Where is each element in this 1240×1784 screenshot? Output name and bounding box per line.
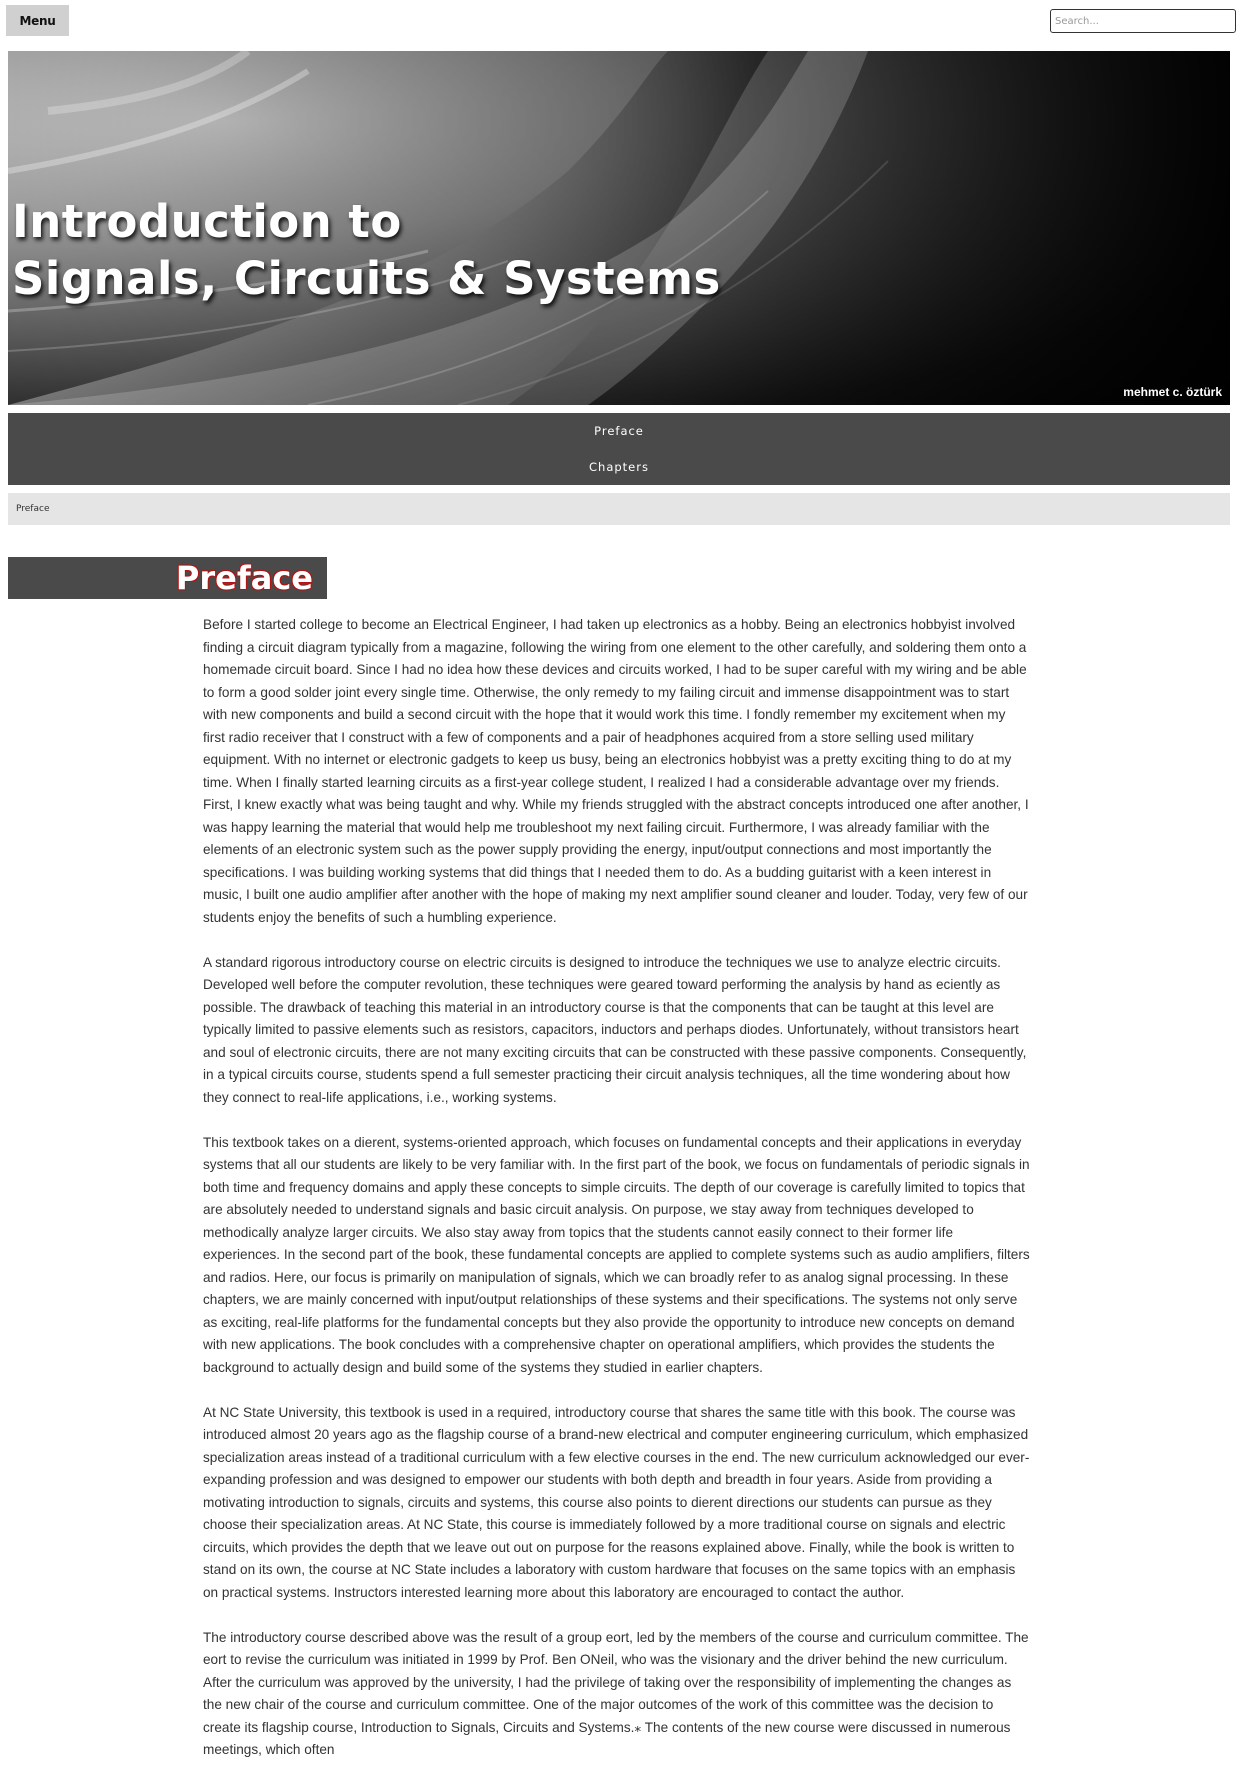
- top-bar: [0, 0, 1240, 50]
- breadcrumb-current[interactable]: Preface: [16, 504, 50, 514]
- menu-button[interactable]: Menu: [6, 5, 69, 36]
- author-name: mehmet c. öztürk: [1123, 385, 1222, 399]
- main-navigation: [8, 413, 1230, 485]
- site-title: [12, 193, 721, 307]
- site-title-line-2: Signals, Circuits & Systems: [12, 252, 721, 305]
- breadcrumb: [8, 493, 1230, 525]
- page-title: Preface: [175, 559, 313, 597]
- search-input[interactable]: [1050, 9, 1236, 33]
- hero-banner: [8, 51, 1230, 405]
- paragraph: Before I started college to become an Electrical Engineer, I had taken up electronics as a hobby. Being an electronics hobbyist involved finding a circuit diagram typically from a magazine, following the wiring from one element to the other carefully, and soldering them onto a homemade circuit board. Since I had no idea how these devices and circuits worked, I had to be super careful with my wiring and be able to form a good solder joint every single time. Otherwise, the only remedy to my failing circuit and immense disappointment was to start with new components and build a second circuit with the hope that it would work this time. I fondly remember my excitement when my first radio receiver that I construct with a few of components and a pair of headphones acquired from a store selling used military equipment. With no internet or electronic gadgets to keep us busy, being an electronics hobbyist was a pretty exciting thing to do at my time. When I finally started learning circuits as a first-year college student, I realized I had a considerable advantage over my friends. First, I knew exactly what was being taught and why. While my friends struggled with the abstract concepts introduced one after another, I was happy learning the material that would help me troubleshoot my next failing circuit. Furthermore, I was already familiar with the elements of an electronic system such as the power supply providing the energy, input/output connections and most importantly the specifications. I was building working systems that did things that I needed them to do. As a budding guitarist with a keen interest in music, I built one audio amplifier after another with the hope of making my next amplifier sound cleaner and louder. Today, very few of our students enjoy the benefits of such a humbling experience.: [203, 617, 1029, 925]
- paragraph: This textbook takes on a dierent, systems-oriented approach, which focuses on fundamental concepts and their applications in everyday systems that all our students are likely to be very familiar with. In the first part of the book, we focus on fundamentals of periodic signals in both time and frequency domains and apply these concepts to simple circuits. The depth of our coverage is carefully limited to topics that are absolutely needed to understand signals and basic circuit analysis. On purpose, we stay away from techniques developed to methodically analyze larger circuits. We also stay away from topics that the students cannot easily connect to their former life experiences. In the second part of the book, these fundamental concepts are applied to complete systems such as audio amplifiers, filters and radios. Here, our focus is primarily on manipulation of signals, which we can broadly refer to as analog signal processing. In these chapters, we are mainly concerned with input/output relationships of these systems and their specifications. The systems not only serve as exciting, real-life platforms for the fundamental concepts but they also provide the opportunity to introduce new concepts on demand with new applications. The book concludes with a comprehensive chapter on operational amplifiers, which provides the students the background to actually design and build some of the systems they studied in earlier chapters.: [203, 1134, 1030, 1375]
- section-header: [8, 557, 327, 599]
- nav-item-chapters[interactable]: Chapters: [8, 449, 1230, 485]
- paragraph: The introductory course described above was the result of a group eort, led by the members of the course and curriculum committee. The eort to revise the curriculum was initiated in 1999 by Prof. Ben ONeil, who was the visionary and the driver behind the new curriculum. After the curriculum was approved by the university, I had the privilege of taking over the responsibility of implementing the changes as the new chair of the course and curriculum committee. One of the major outcomes of the work of this committee was the decision to create its flagship course, Introduction to Signals, Circuits and Systems.⁎ The contents of the new course were discussed in numerous meetings, which often: [203, 1629, 1029, 1757]
- paragraph: A standard rigorous introductory course on electric circuits is designed to introduce the techniques we use to analyze electric circuits. Developed well before the computer revolution, these techniques were geared toward performing the analysis by hand as eciently as possible. The drawback of teaching this material in an introductory course is that the components that can be taught at this level are typically limited to passive elements such as resistors, capacitors, inductors and perhaps diodes. Unfortunately, without transistors heart and soul of electronic circuits, there are not many exciting circuits that can be constructed with these passive components. Consequently, in a typical circuits course, students spend a full semester practicing their circuit analysis techniques, all the time wondering about how they connect to real-life applications, i.e., working systems.: [203, 954, 1027, 1105]
- paragraph: At NC State University, this textbook is used in a required, introductory course that shares the same title with this book. The course was introduced almost 20 years ago as the flagship course of a brand-new electrical and computer engineering curriculum, which emphasized specialization areas instead of a traditional curriculum with a few elective courses in the end. The new curriculum acknowledged our ever-expanding profession and was designed to empower our students with both depth and breadth in four years. Aside from providing a motivating introduction to signals, circuits and systems, this course also points to dierent directions our students can pursue as they choose their specialization areas. At NC State, this course is immediately followed by a more traditional course on signals and electric circuits, which provides the depth that we leave out out on purpose for the reasons explained above. Finally, while the book is written to stand on its own, the course at NC State includes a laboratory with custom hardware that focuses on the same topics with an emphasis on practical systems. Instructors interested learning more about this laboratory are encouraged to contact the author.: [203, 1404, 1030, 1600]
- nav-item-preface[interactable]: Preface: [8, 413, 1230, 449]
- site-title-line-1: Introduction to: [12, 195, 402, 248]
- preface-content: [203, 614, 1031, 1784]
